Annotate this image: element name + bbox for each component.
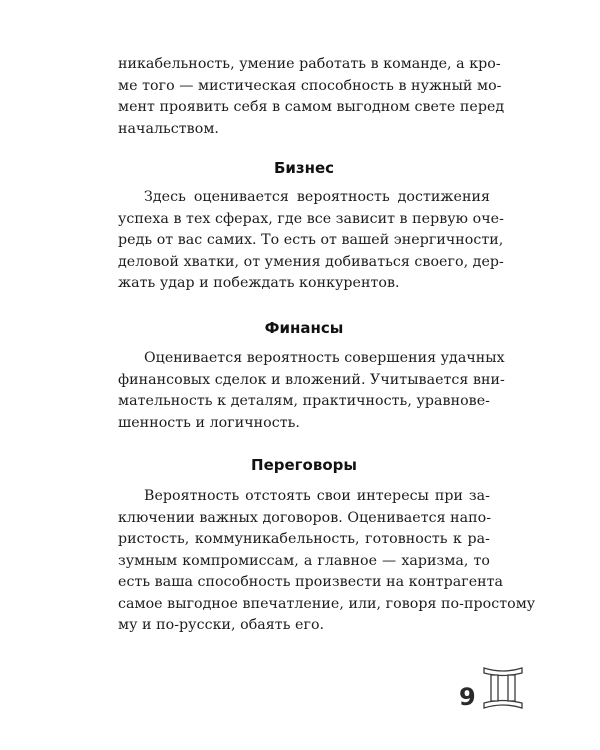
text-line: шенность и логичность. [118, 414, 300, 431]
intro-paragraph [118, 54, 505, 140]
negotiations-paragraph [118, 486, 536, 637]
text-line: есть ваша способность произвести на контрагента [118, 574, 504, 590]
text-line: финансовых сделок и вложений. Учитывается вни- [118, 371, 505, 388]
text-line: деловой хватки, от умения добиваться своего, дер- [118, 253, 504, 270]
text-line: начальством. [118, 120, 219, 137]
text-line: успеха в тех сферах, где все зависит в первую оче- [118, 210, 504, 227]
section-heading-negotiations: Переговоры [251, 456, 357, 474]
text-line: Здесь оценивается вероятность достижения [144, 189, 490, 205]
section-heading-business: Бизнес [273, 159, 335, 177]
text-line: ме того — мистическая способность в нужный мо- [118, 77, 502, 94]
text-line: редь от вас самих. То есть от вашей энергичности, [118, 232, 504, 248]
text-line: никабельность, умение работать в команде, а кро- [118, 56, 501, 72]
text-line: ристость, коммуникабельность, готовность к ра- [118, 531, 490, 547]
text-line: самое выгодное впечатление, или, говоря по-простому [118, 595, 536, 612]
business-paragraph [118, 187, 504, 295]
gemini-icon [482, 665, 524, 711]
text-line: Вероятность отстоять свои интересы при за- [144, 488, 490, 504]
text-line: Оценивается вероятность совершения удачных [144, 350, 505, 366]
text-line: му и по-русски, обаять его. [118, 617, 325, 633]
text-line: мательность к деталям, практичность, уравнове- [118, 393, 490, 409]
page-number: 9 [459, 683, 476, 711]
text-line: зумным компромиссам, а главное — харизма, то [118, 552, 490, 569]
text-line: жать удар и побеждать конкурентов. [118, 275, 400, 291]
section-heading-finance: Финансы [264, 319, 344, 337]
text-line: мент проявить себя в самом выгодном свете перед [118, 99, 505, 115]
finance-paragraph [118, 348, 505, 434]
text-line: ключении важных договоров. Оценивается напо- [118, 509, 492, 526]
